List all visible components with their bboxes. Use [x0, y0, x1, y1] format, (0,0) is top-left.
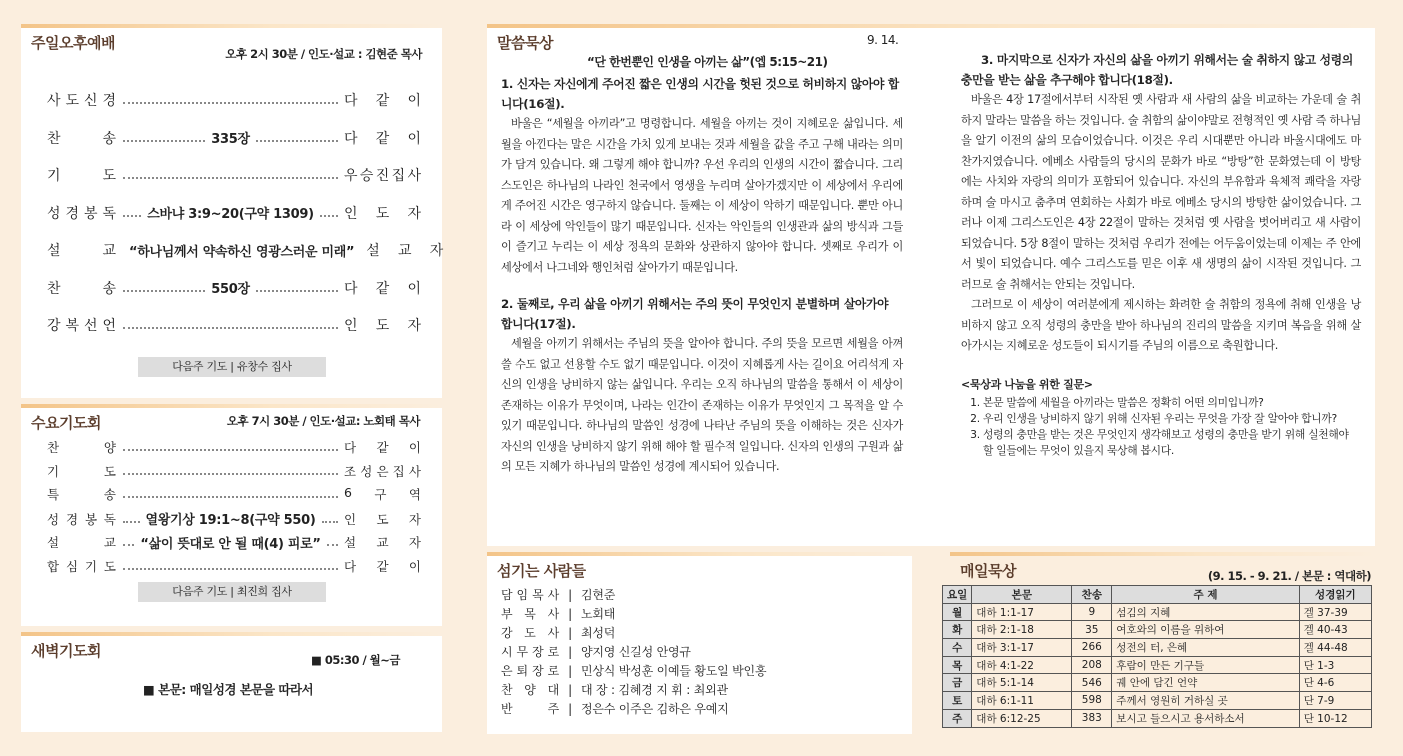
afternoon-row-label: 찬 송 [47, 280, 117, 297]
wednesday-row [47, 557, 422, 575]
wednesday-next-prayer: 다음주 기도 | 최진희 집사 [138, 582, 326, 602]
daily-cell: 수 [943, 639, 972, 657]
daily-row [943, 709, 1372, 727]
daily-header: 본문 [972, 586, 1072, 604]
wednesday-row-leader: 6 구 역 [344, 485, 422, 503]
wednesday-row [47, 509, 422, 528]
afternoon-row-label: 사 도 신 경 [47, 93, 117, 109]
server-names: 최성덕 [581, 626, 616, 640]
wednesday-row [47, 462, 422, 480]
daily-range: (9. 15. - 9. 21. / 본문 : 역대하) [1207, 569, 1371, 583]
server-row [501, 662, 766, 681]
dot-leader [123, 290, 205, 292]
wednesday-row-label: 설 교 [47, 535, 117, 551]
wednesday-row-leader: 인 도 자 [344, 511, 422, 527]
daily-header: 찬송 [1072, 586, 1112, 604]
meditation-subtitle: “단 한번뿐인 인생을 아끼는 삶”(엡 5:15~21) [587, 55, 828, 69]
separator: | [568, 607, 572, 621]
afternoon-row-label: 성 경 봉 독 [47, 205, 117, 222]
dot-leader [256, 290, 338, 292]
wednesday-row [47, 533, 422, 552]
afternoon-row-leader: 다 같 이 [344, 130, 422, 147]
dot-leader [322, 521, 339, 523]
dot-leader [123, 521, 140, 523]
afternoon-row-detail: 335장 [211, 132, 250, 147]
dot-leader [327, 544, 338, 546]
afternoon-row-leader: 인 도 자 [344, 205, 423, 222]
separator: | [568, 645, 572, 659]
server-names: 민상식 박성훈 이예들 황도일 박인홍 [581, 664, 767, 678]
point-2-body: 세월을 아끼기 위해서는 주님의 뜻을 알아야 합니다. 주의 뜻을 모르면 세월을 아껴 쓸 수도 없고 선용할 수도 없기 때문입니다. 이것이 지혜롭게 사는 길이요 어리석게 자신의 인생을 낭비하지 않는 삶입니다. 우리는 오직 하나님의 말씀을 통해서 이 세상이 존재하는 이유가 무엇이며, 나라는 인간이 존재하는 이유가 무엇인지 그 목적을 알 수 있기 때문입니다. 하나님의 말씀인 성경에 나타난 주님의 뜻을 이해하는 것은 신자가 자신의 인생을 낭비하지 않기 위해 해야 할 필수적 일입니다. 신자의 인생의 구원과 삶의 모든 지혜가 하나님의 말씀인 성경에 계시되어 있습니다. [501, 337, 903, 473]
dot-leader [123, 473, 338, 475]
point-2-heading: 2. 둘째로, 우리 삶을 아끼기 위해서는 주의 뜻이 무엇인지 분별하며 살아가야 합니다(17절). [501, 297, 889, 331]
afternoon-row-label: 강 복 선 언 [47, 318, 117, 334]
daily-cell: 보시고 들으시고 용서하소서 [1112, 709, 1299, 727]
daily-row [943, 692, 1372, 710]
daily-cell: 여호와의 이름을 위하여 [1112, 621, 1299, 639]
wednesday-row-label: 특 송 [47, 487, 117, 503]
meditation-left-column [501, 74, 903, 478]
server-names: 정은수 이주은 김하은 우예지 [581, 702, 729, 716]
dawn-title: 새벽기도회 [31, 642, 101, 660]
afternoon-row-label: 찬 송 [47, 130, 117, 147]
daily-cell: 단 4-6 [1299, 674, 1371, 692]
daily-cell: 단 1-3 [1299, 656, 1371, 674]
daily-cell: 대하 4:1-22 [972, 656, 1072, 674]
daily-cell: 383 [1072, 709, 1112, 727]
separator: | [568, 626, 572, 640]
afternoon-row-leader: 인 도 자 [344, 318, 422, 334]
dot-leader [256, 140, 338, 142]
server-role: 은 퇴 장 로 [501, 664, 559, 678]
server-role: 강 도 사 [501, 626, 559, 640]
daily-header: 성경읽기 [1299, 586, 1371, 604]
dot-leader [123, 177, 338, 179]
wednesday-row-detail: “삶이 뜻대로 안 될 때(4) 피로” [140, 536, 321, 552]
daily-cell: 월 [943, 603, 972, 621]
servers-title: 섬기는 사람들 [497, 562, 586, 580]
afternoon-row [47, 90, 422, 110]
server-role: 시 무 장 로 [501, 645, 559, 659]
afternoon-row-leader: 다 같 이 [344, 93, 422, 109]
dawn-time: ■ 05:30 / 월~금 [311, 653, 401, 667]
daily-cell: 주께서 영원히 거하실 곳 [1112, 692, 1299, 710]
server-role: 찬 양 대 [501, 683, 559, 697]
dot-leader [123, 102, 338, 104]
meditation-title: 말씀묵상 [497, 34, 553, 52]
afternoon-row-label: 설 교 [47, 243, 117, 259]
questions-list [961, 395, 1361, 459]
daily-cell: 성전의 터, 은혜 [1112, 639, 1299, 657]
server-row [501, 643, 766, 662]
afternoon-row [47, 165, 422, 185]
daily-cell: 대하 3:1-17 [972, 639, 1072, 657]
dawn-text: ■ 본문: 매일성경 본문을 따라서 [143, 682, 314, 697]
daily-cell: 화 [943, 621, 972, 639]
server-names: 노회태 [581, 607, 616, 621]
dot-leader [123, 140, 205, 142]
daily-cell: 주 [943, 709, 972, 727]
server-role: 반 주 [501, 702, 559, 716]
wednesday-info: 오후 7시 30분 / 인도·설교: 노회태 목사 [226, 414, 420, 428]
daily-header: 주 제 [1112, 586, 1299, 604]
afternoon-info: 오후 2시 30분 / 인도·설교 : 김현준 목사 [225, 47, 422, 61]
wednesday-row-leader: 조 성 은 집 사 [344, 463, 422, 479]
wednesday-row-leader: 다 같 이 [344, 558, 422, 574]
daily-cell: 35 [1072, 621, 1112, 639]
conclusion-body: 그러므로 이 세상이 여러분에게 제시하는 화려한 술 취함의 정욕에 취해 인생을 낭비하지 않고 오직 성령의 충만을 받아 하나님의 진리의 말씀을 지키며 복음을 위해 살아가시는 지혜로운 성도들이 되시기를 주님의 이름으로 축원합니다. [961, 298, 1361, 352]
wednesday-row-leader: 다 같 이 [344, 440, 422, 455]
wednesday-row-detail: 열왕기상 19:1~8(구약 550) [145, 513, 316, 529]
daily-cell: 토 [943, 692, 972, 710]
question-3: 3. 성령의 충만을 받는 것은 무엇인지 생각해보고 성령의 충만을 받기 위해 실천해야 할 일들에는 무엇이 있을지 묵상해 봅시다. [983, 427, 1361, 459]
separator: | [568, 588, 572, 602]
daily-cell: 598 [1072, 692, 1112, 710]
dot-leader [123, 568, 338, 570]
point-3-heading: 3. 마지막으로 신자가 자신의 삶을 아끼기 위해서는 술 취하지 않고 성령의 충만을 받는 삶을 추구해야 합니다(18절). [961, 53, 1353, 87]
dot-leader [123, 496, 338, 498]
wednesday-row [47, 438, 422, 456]
daily-cell: 겔 44-48 [1299, 639, 1371, 657]
wednesday-row-label: 찬 양 [47, 440, 117, 455]
daily-row [943, 656, 1372, 674]
afternoon-worship-panel [21, 24, 445, 398]
afternoon-row [47, 128, 422, 148]
daily-row [943, 603, 1372, 621]
question-1: 1. 본문 말씀에 세월을 아끼라는 말씀은 정확히 어떤 의미입니까? [983, 395, 1361, 411]
server-row [501, 681, 766, 700]
daily-title: 매일묵상 [960, 562, 1016, 580]
afternoon-row-detail: 550장 [211, 282, 250, 297]
afternoon-row [47, 203, 422, 223]
daily-cell: 266 [1072, 639, 1112, 657]
daily-cell: 대하 6:1-11 [972, 692, 1072, 710]
daily-cell: 대하 5:1-14 [972, 674, 1072, 692]
daily-cell: 목 [943, 656, 972, 674]
server-row [501, 624, 766, 643]
afternoon-row-leader: 설 교 자 [366, 243, 445, 259]
daily-cell: 섬김의 지혜 [1112, 603, 1299, 621]
daily-table [942, 585, 1372, 728]
wednesday-row-label: 합 심 기 도 [47, 558, 117, 574]
servers-panel [487, 552, 912, 734]
dot-leader [123, 449, 338, 451]
meditation-right-column [961, 50, 1361, 459]
server-row [501, 605, 766, 624]
server-names: 김현준 [581, 588, 616, 602]
point-3-body: 바울은 4장 17절에서부터 시작된 옛 사람과 새 사람의 삶을 비교하는 가운데 술 취하지 말라는 말씀을 하는 것입니다. 술 취함의 삶이야말로 전형적인 옛 사람 즉 하나님을 알기 이전의 삶의 모습이었습니다. 이것은 우리 시대뿐만 아니라 바울시대에도 마찬가지였습니다. 에베소 사람들의 당시의 문화가 바로 “방탕”한 문화였는데 이 방탕에는 사치와 자랑의 의미가 포함되어 있습니다. 자신의 부유함과 육체적 쾌락을 자랑하며 술 마시고 춤추며 연회하는 사회가 바로 에베소 당시의 방탕한 삶이었습니다. 그러나 이제 그리스도인은 4장 22절이 말하는 것처럼 옛 사람을 벗어버리고 새 사람이 되었습니다. 5장 8절이 말하는 것처럼 우리가 전에는 어두움이었는데 이제는 주 안에서 빛이 되었습니다. 예수 그리스도를 믿은 이후 새 생명의 삶이 시작된 것입니다. 그러므로 술 취해서는 안되는 것입니다. [961, 93, 1362, 291]
afternoon-row [47, 240, 445, 260]
point-1-body: 바울은 “세월을 아끼라”고 명령합니다. 세월을 아끼는 것이 지혜로운 삶입니다. 세월을 아낀다는 말은 시간을 가치 있게 보내는 것과 세월을 값을 주고 구해 내라는 의미가 담겨 있습니다. 왜 그렇게 해야 합니까? 우선 우리의 인생의 시간이 짧습니다. 그리스도인은 하나님의 나라인 천국에서 영생을 누리며 살아가겠지만 이 세상에서 우리에게 주어진 시간은 영구하지 않습니다. 둘째는 이 세상이 악하기 때문입니다. 뿐만 아니라 이 세상에 악인들이 많기 때문입니다. 신자는 악인들의 인생관과 삶의 방식과 그들이 즐기고 누리는 이 세상 정욕의 문화와 상관하지 않아야 합니다. 셋째로 우리가 이 세상에서 나그네와 행인처럼 살아가기 때문입니다. [501, 117, 903, 274]
afternoon-row [47, 278, 422, 298]
daily-cell: 546 [1072, 674, 1112, 692]
daily-cell: 겔 40-43 [1299, 621, 1371, 639]
wednesday-row [47, 485, 422, 503]
meditation-date: 9. 14. [867, 33, 899, 47]
wednesday-prayer-panel [21, 404, 442, 626]
afternoon-next-prayer: 다음주 기도 | 유창수 집사 [138, 357, 326, 377]
daily-cell: 단 10-12 [1299, 709, 1371, 727]
afternoon-row-detail: 스바냐 3:9~20(구약 1309) [147, 207, 314, 222]
dot-leader [123, 327, 338, 329]
afternoon-row-detail: “하나님께서 약속하신 영광스러운 미래” [129, 244, 355, 260]
daily-cell: 대하 1:1-17 [972, 603, 1072, 621]
daily-cell: 대하 6:12-25 [972, 709, 1072, 727]
dot-leader [320, 215, 338, 217]
daily-cell: 9 [1072, 603, 1112, 621]
server-row [501, 586, 766, 605]
afternoon-row-label: 기 도 [47, 168, 117, 184]
afternoon-row-leader: 다 같 이 [344, 280, 422, 297]
daily-row [943, 639, 1372, 657]
dot-leader [123, 215, 141, 217]
question-2: 2. 우리 인생을 낭비하지 않기 위해 신자된 우리는 무엇을 가장 잘 알아야 합니까? [983, 411, 1361, 427]
daily-row [943, 674, 1372, 692]
daily-cell: 단 7-9 [1299, 692, 1371, 710]
servers-list [501, 586, 766, 719]
separator: | [568, 702, 572, 716]
server-role: 부 목 사 [501, 607, 559, 621]
separator: | [568, 664, 572, 678]
daily-cell: 후람이 만든 기구들 [1112, 656, 1299, 674]
wednesday-row-label: 성 경 봉 독 [47, 511, 117, 527]
dot-leader [123, 544, 134, 546]
daily-cell: 대하 2:1-18 [972, 621, 1072, 639]
afternoon-title: 주일오후예배 [31, 34, 115, 52]
server-row [501, 700, 766, 719]
wednesday-title: 수요기도회 [31, 414, 101, 432]
dawn-prayer-panel [21, 632, 442, 732]
wednesday-row-label: 기 도 [47, 463, 117, 479]
daily-cell: 겔 37-39 [1299, 603, 1371, 621]
wednesday-row-leader: 설 교 자 [344, 535, 422, 551]
daily-cell: 금 [943, 674, 972, 692]
afternoon-row [47, 315, 422, 335]
daily-row [943, 621, 1372, 639]
afternoon-row-leader: 우 승 진 집 사 [344, 168, 422, 184]
point-1-heading: 1. 신자는 자신에게 주어진 짧은 인생의 시간을 헛된 것으로 허비하지 않아야 합니다(16절). [501, 77, 899, 111]
separator: | [568, 683, 572, 697]
server-role: 담 임 목 사 [501, 588, 559, 602]
server-names: 대 장 : 김혜경 지 휘 : 최외관 [581, 683, 728, 697]
daily-header: 요일 [943, 586, 972, 604]
daily-cell: 궤 안에 담긴 언약 [1112, 674, 1299, 692]
questions-title: <묵상과 나눔을 위한 질문> [961, 377, 1093, 391]
server-names: 양지영 신길성 안영규 [581, 645, 691, 659]
daily-cell: 208 [1072, 656, 1112, 674]
meditation-panel [487, 24, 1375, 546]
